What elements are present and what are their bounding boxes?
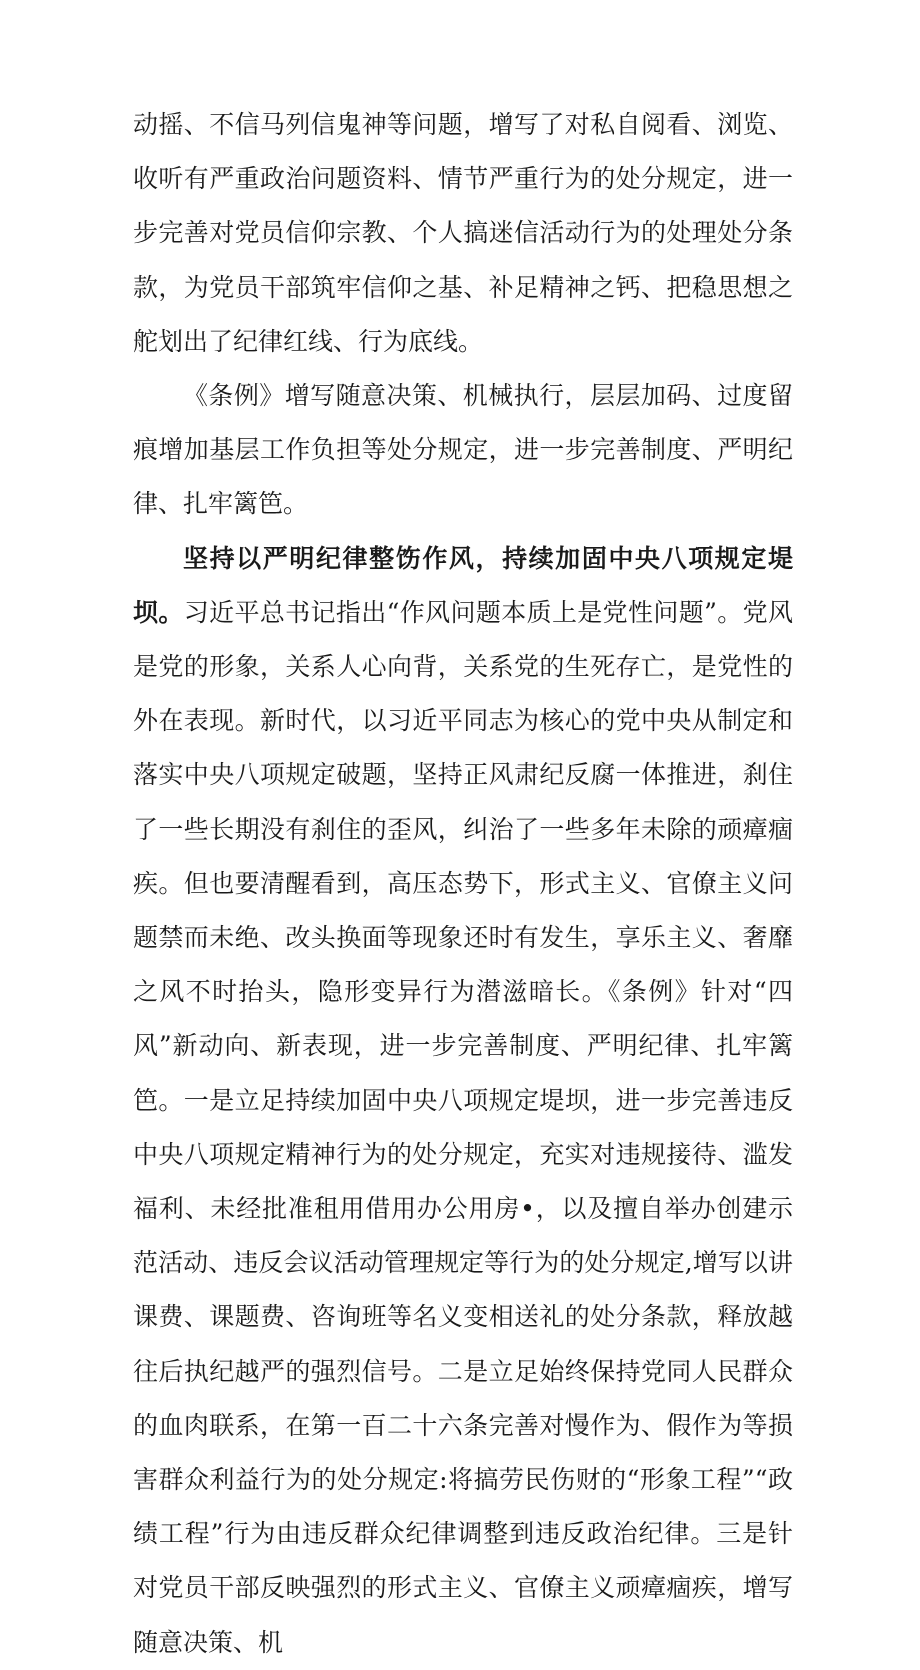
paragraph-lead-heading: 坚持以严明纪律整饬作风，持续加固中央八项规定堤坝。 [133, 543, 793, 627]
document-body [133, 98, 793, 1670]
paragraph-text: 动摇、不信马列信鬼神等问题，增写了对私自阅看、浏览、收听有严重政治问题资料、情节严重行为的处分规定，进一步完善对党员信仰宗教、个人搞迷信活动行为的处理处分条款，为党员干部筑牢信仰之基、补足精神之钙、把稳思想之舵划出了纪律红线、行为底线。 [133, 110, 793, 356]
paragraph-work-style [133, 532, 793, 1670]
paragraph-text: 习近平总书记指出“作风问题本质上是党性问题”。党风是党的形象，关系人心向背，关系党的生死存亡，是党性的外在表现。新时代，以习近平同志为核心的党中央从制定和落实中央八项规定破题，坚持正风肃纪反腐一体推进，刹住了一些长期没有刹住的歪风，纠治了一些多年未除的顽瘴痼疾。但也要清醒看到，高压态势下，形式主义、官僚主义问题禁而未绝、改头换面等现象还时有发生，享乐主义、奢靡之风不时抬头，隐形变异行为潜滋暗长。《条例》针对“四风”新动向、新表现，进一步完善制度、严明纪律、扎牢篱笆。一是立足持续加固中央八项规定堤坝，进一步完善违反中央八项规定精神行为的处分规定，充实对违规接待、滥发福利、未经批准租用借用办公用房•，以及擅自举办创建示范活动、违反会议活动管理规定等行为的处分规定,增写以讲课费、课题费、咨询班等名义变相送礼的处分条款，释放越往后执纪越严的强烈信号。二是立足始终保持党同人民群众的血肉联系，在第一百二十六条完善对慢作为、假作为等损害群众利益行为的处分规定:将搞劳民伤财的“形象工程”“政绩工程”行为由违反群众纪律调整到违反政治纪律。三是针对党员干部反映强烈的形式主义、官僚主义顽瘴痼疾，增写随意决策、机 [133, 597, 793, 1657]
paragraph-regulation-addition [133, 369, 793, 532]
paragraph-continuation [133, 98, 793, 369]
paragraph-text: 《条例》增写随意决策、机械执行，层层加码、过度留痕增加基层工作负担等处分规定，进一步完善制度、严明纪律、扎牢篱笆。 [133, 381, 793, 519]
